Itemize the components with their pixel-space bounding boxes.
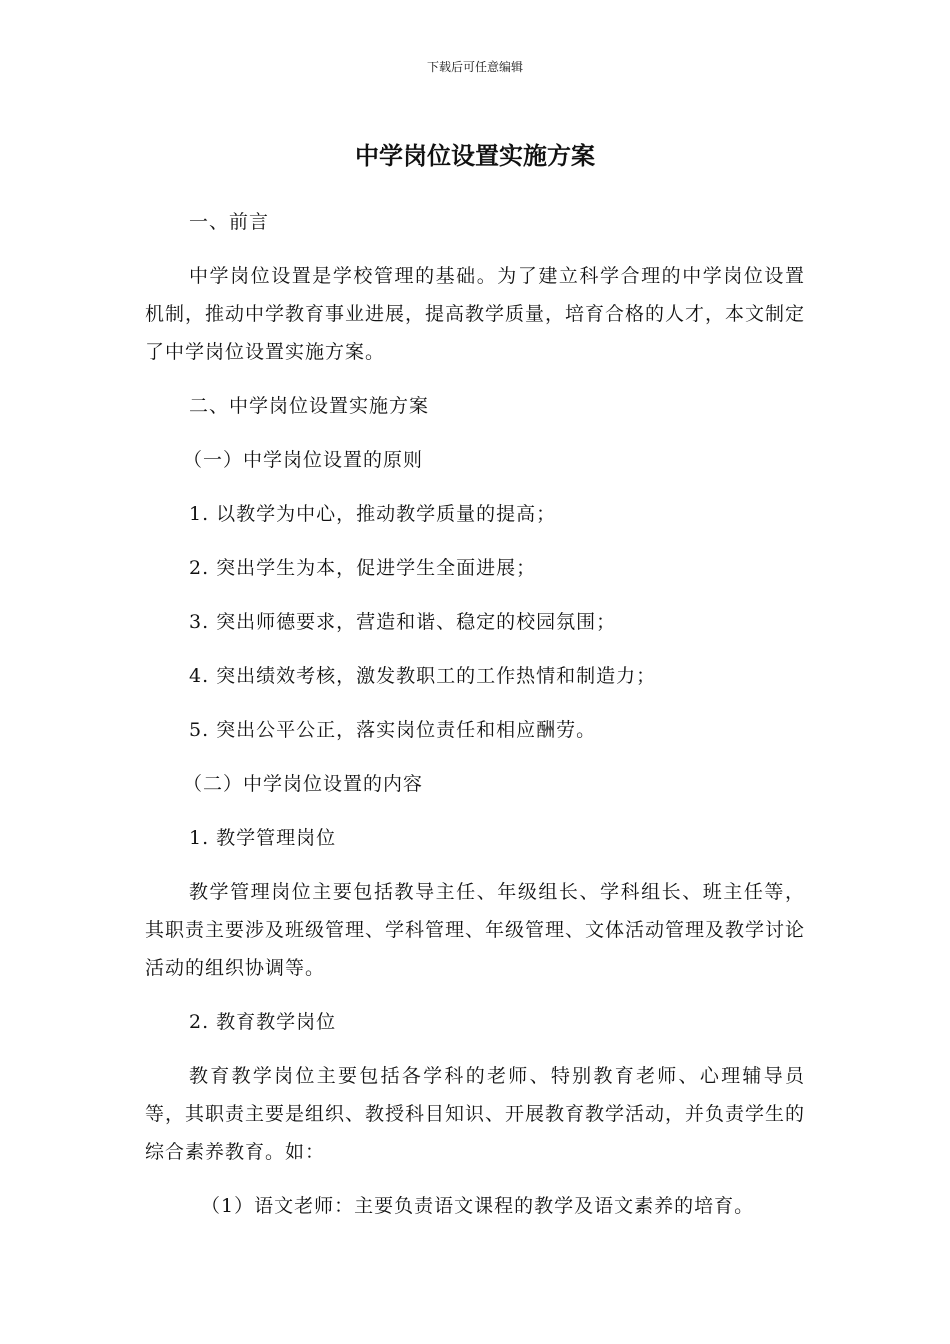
header-note: 下载后可任意编辑 (426, 60, 523, 74)
principle-item: 3. 突出师德要求，营造和谐、稳定的校园氛围； (189, 611, 617, 633)
teaching-management-paragraph: 教学管理岗位主要包括教导主任、年级组长、学科组长、班主任等，其职责主要涉及班级管理、学科管理、年级管理、文体活动管理及教学讨论活动的组织协调等。 (145, 881, 806, 979)
principle-item: 2. 突出学生为本，促进学生全面进展； (189, 557, 537, 579)
principle-item: 1. 以教学为中心，推动教学质量的提高； (189, 503, 557, 525)
principle-item: 5. 突出公平公正，落实岗位责任和相应酬劳。 (189, 719, 597, 741)
post-heading-education-teaching: 2. 教育教学岗位 (189, 1011, 337, 1033)
post-heading-teaching-management: 1. 教学管理岗位 (189, 827, 337, 849)
section-heading-plan: 二、中学岗位设置实施方案 (189, 395, 430, 417)
chinese-teacher-item: （1）语文老师：主要负责语文课程的教学及语文素养的培育。 (201, 1195, 755, 1217)
preface-paragraph: 中学岗位设置是学校管理的基础。为了建立科学合理的中学岗位设置机制，推动中学教育事业进展，提高教学质量，培育合格的人才，本文制定了中学岗位设置实施方案。 (145, 265, 806, 363)
section-heading-preface: 一、前言 (189, 211, 270, 233)
document-body (145, 203, 805, 1225)
subsection-heading-principles: （一）中学岗位设置的原则 (183, 449, 424, 471)
education-teaching-paragraph: 教育教学岗位主要包括各学科的老师、特别教育老师、心理辅导员等，其职责主要是组织、教授科目知识、开展教育教学活动，并负责学生的综合素养教育。如： (145, 1065, 806, 1163)
subsection-heading-content: （二）中学岗位设置的内容 (183, 773, 424, 795)
principle-item: 4. 突出绩效考核，激发教职工的工作热情和制造力； (189, 665, 657, 687)
document-title: 中学岗位设置实施方案 (355, 142, 595, 170)
